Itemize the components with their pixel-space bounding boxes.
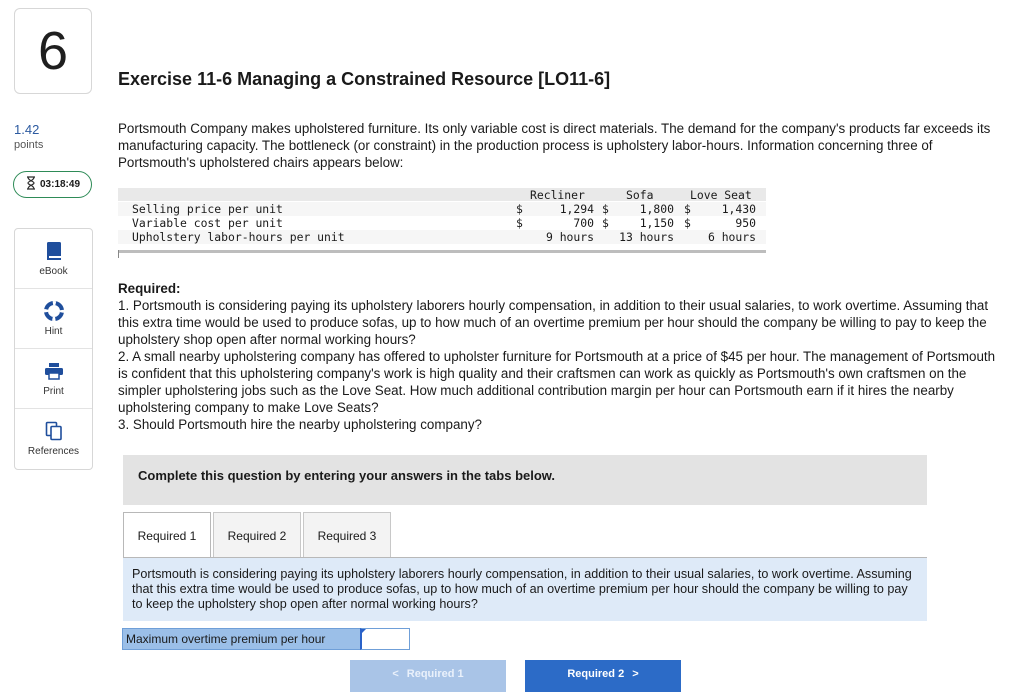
tools-panel (14, 228, 93, 470)
copy-icon (44, 421, 64, 441)
currency-symbol: $ (602, 216, 609, 230)
lifebuoy-icon (44, 301, 64, 321)
chevron-right-icon: > (632, 668, 639, 680)
tab-bar (123, 512, 391, 558)
required-list (118, 297, 1008, 433)
hourglass-icon (25, 176, 37, 193)
table-cell: 700 (573, 216, 594, 230)
table-cell: 1,430 (721, 202, 756, 216)
print-button[interactable] (15, 349, 92, 409)
answer-label: Maximum overtime premium per hour (122, 628, 361, 650)
next-button-label: Required 2 (567, 668, 625, 680)
column-header-recliner: Recliner (530, 188, 585, 202)
hint-label: Hint (44, 325, 63, 337)
exercise-title: Exercise 11-6 Managing a Constrained Resource [LO11-6] (118, 69, 611, 89)
points-label: points (14, 139, 44, 151)
prev-button-label: Required 1 (406, 668, 464, 680)
references-label: References (27, 446, 80, 457)
currency-symbol: $ (684, 202, 691, 216)
table-cell: 6 hours (707, 230, 756, 244)
row-label: Variable cost per unit (132, 216, 283, 230)
tab-required-1[interactable]: Required 1 (123, 512, 211, 558)
ebook-label: eBook (39, 265, 68, 277)
question-number: 6 (14, 8, 92, 94)
required-item: 2. A small nearby upholstering company has offered to upholster furniture for Portsmouth at a price of $45 per hour. The management of Portsmouth is confident that this upholstering company's work is high quality and their craftsmen can work as quickly as Portsmouth's own craftsmen on the simpler upholstering jobs such as the Love Seat. How much additional contribution margin per hour can Portsmouth earn if it hires the nearby upholstering company to make Love Seats? (118, 349, 996, 415)
required-item: 1. Portsmouth is considering paying its upholstery laborers hourly compensation, in addition to their usual salaries, to work overtime. Assuming that this extra time would be used to produce sofas, up to how much of an overtime premium per hour should the company be willing to pay to keep the upholstery shop open after normal working hours? (118, 298, 989, 347)
currency-symbol: $ (602, 202, 609, 216)
hint-button[interactable] (15, 289, 92, 349)
table-cell: 13 hours (619, 230, 674, 244)
column-header-love-seat: Love Seat (690, 188, 752, 202)
tab-required-3[interactable]: Required 3 (303, 512, 391, 558)
instructions-text: Complete this question by entering your answers in the tabs below. (138, 468, 556, 483)
chevron-left-icon: < (392, 668, 399, 680)
tab-required-2[interactable]: Required 2 (213, 512, 301, 558)
currency-symbol: $ (684, 216, 691, 230)
row-label: Selling price per unit (132, 202, 283, 216)
table-header-band (118, 188, 766, 201)
print-label: Print (43, 385, 64, 397)
timer[interactable] (13, 171, 92, 198)
intro-paragraph: Portsmouth Company makes upholstered furniture. Its only variable cost is direct materials. The demand for the company's products far exceeds its manufacturing capacity. The bottleneck (or constraint) in the production process is upholstery labor-hours. Information concerning three of Portsmouth's upholstered chairs appears below: (118, 121, 991, 170)
ebook-button[interactable] (15, 229, 92, 289)
points-value: 1.42 (14, 122, 40, 137)
row-label: Upholstery labor-hours per unit (132, 230, 345, 244)
table-bottom-rule (118, 250, 766, 253)
references-button[interactable] (15, 409, 92, 469)
table-cell: 1,800 (639, 202, 674, 216)
next-required-button[interactable] (525, 660, 681, 692)
prev-required-button[interactable] (350, 660, 506, 692)
overtime-premium-input[interactable] (360, 628, 410, 650)
column-header-sofa: Sofa (626, 188, 654, 202)
input-corner-marker (361, 629, 366, 634)
required-item: 3. Should Portsmouth hire the nearby upholstering company? (118, 417, 482, 432)
currency-symbol: $ (516, 202, 523, 216)
required-heading: Required: (118, 281, 181, 296)
table-cell: 1,294 (559, 202, 594, 216)
data-table (118, 186, 766, 256)
instructions-banner (123, 455, 927, 505)
table-rule-tick (118, 250, 119, 258)
tab-description: Portsmouth is considering paying its upholstery laborers hourly compensation, in addition to their usual salaries, to work overtime. Assuming that this extra time would be used to produce sofas, up to how much of an overtime premium per hour should the company be willing to pay to keep the upholstery shop open after normal working hours? (123, 558, 927, 621)
timer-text: 03:18:49 (39, 179, 81, 190)
printer-icon (44, 361, 64, 381)
table-cell: 1,150 (639, 216, 674, 230)
book-icon (44, 241, 64, 261)
currency-symbol: $ (516, 216, 523, 230)
table-cell: 950 (735, 216, 756, 230)
table-cell: 9 hours (545, 230, 594, 244)
